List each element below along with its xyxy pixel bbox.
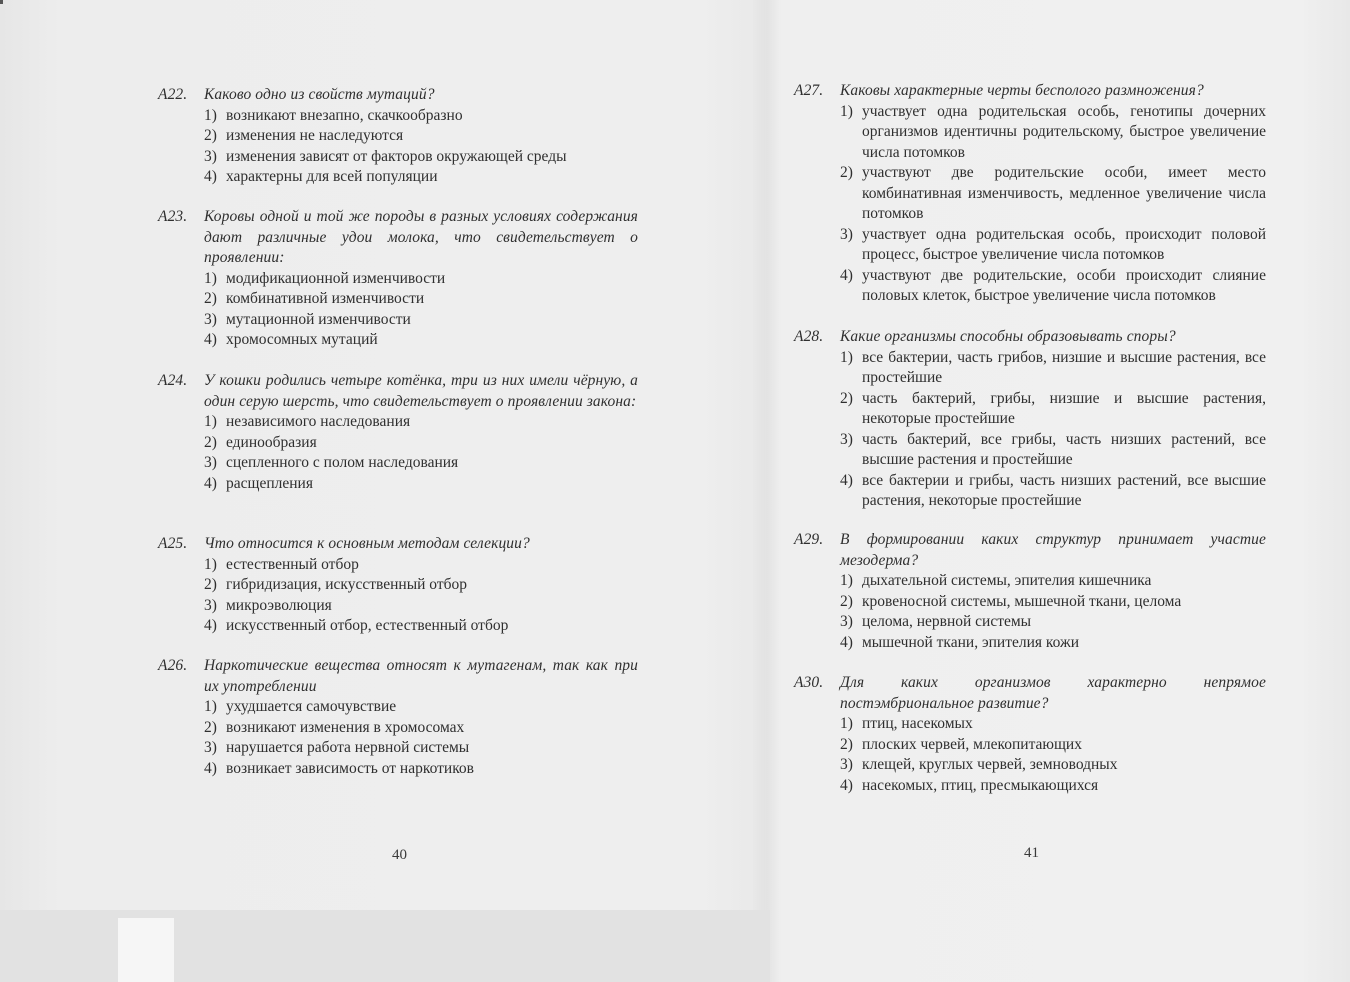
answer-option: 1) модификационной изменчивости: [204, 269, 446, 287]
answer-option: 2) плоских червей, млекопитающих: [840, 735, 1082, 753]
question-number: А23.: [158, 208, 188, 225]
answer-list: [794, 102, 1266, 307]
question-a26: [158, 656, 638, 779]
answer-option: 4) насекомых, птиц, пресмыкающихся: [840, 776, 1099, 794]
answer-option: 3) изменения зависят от факторов окружающей среды: [204, 147, 567, 165]
question-a29: [794, 530, 1266, 653]
page-number: 41: [1024, 845, 1039, 861]
answer-option: 1) участвует одна родительская особь, генотипы дочерних организмов идентичны родительскому, быстрое увеличение числа потомков: [840, 102, 1266, 161]
question-a25: [158, 534, 638, 637]
answer-option: 1) ухудшается самочувствие: [204, 698, 397, 715]
answer-option: 4) возникает зависимость от наркотиков: [204, 759, 474, 777]
question-text: Для каких организмов характерно непрямое постэмбриональное развитие?: [840, 674, 1266, 712]
answer-option: 2) участвуют две родительские особи, имеет место комбинативная изменчивость, медленное увеличение числа потомков: [840, 164, 1266, 222]
question-a23: [158, 207, 638, 351]
question-text: Наркотические вещества относят к мутагенам, так как при их употреблении: [204, 657, 638, 695]
question-a22: [158, 85, 638, 188]
answer-option: 4) мышечной ткани, эпителия кожи: [840, 633, 1079, 651]
question-a30: [794, 673, 1266, 796]
question-a27: [794, 81, 1266, 307]
scan-mark: [0, 0, 3, 4]
answer-option: 1) возникают внезапно, скачкообразно: [204, 106, 463, 124]
answer-option: 2) часть бактерий, грибы, низшие и высшие растения, некоторые простейшие: [840, 389, 1266, 427]
answer-option: 2) гибридизация, искусственный отбор: [204, 576, 467, 593]
answer-option: 3) часть бактерий, все грибы, часть низших растений, все высшие растения и простейшие: [840, 430, 1266, 468]
answer-option: 3) нарушается работа нервной системы: [204, 739, 470, 756]
answer-option: 3) сцепленного с полом наследования: [204, 454, 459, 471]
answer-option: 1) дыхательной системы, эпителия кишечника: [840, 572, 1152, 589]
question-text: В формировании каких структур принимает участие мезодерма?: [840, 531, 1266, 569]
question-number: А27.: [794, 82, 824, 99]
answer-option: 3) клещей, круглых червей, земноводных: [840, 756, 1118, 773]
page-number: 40: [392, 847, 407, 863]
question-text: Каково одно из свойств мутаций?: [204, 86, 435, 103]
answer-option: 2) кровеносной системы, мышечной ткани, целома: [840, 592, 1182, 610]
answer-option: 1) естественный отбор: [204, 555, 359, 573]
answer-option: 2) комбинативной изменчивости: [204, 290, 425, 307]
answer-option: 2) единообразия: [204, 433, 317, 451]
answer-option: 4) характерны для всей популяции: [204, 168, 438, 185]
answer-option: 1) все бактерии, часть грибов, низшие и высшие растения, все простейшие: [840, 348, 1266, 386]
page-bottom-shadow: [0, 910, 770, 982]
question-number: А29.: [794, 531, 824, 548]
question-number: А22.: [158, 86, 188, 103]
answer-option: 3) мутационной изменчивости: [204, 310, 411, 328]
question-number: А25.: [158, 535, 188, 552]
question-text: Каковы характерные черты бесполого размножения?: [840, 82, 1204, 99]
question-number: А30.: [794, 674, 824, 691]
answer-list: [158, 555, 638, 637]
answer-list: [794, 714, 1266, 796]
answer-option: 4) искусственный отбор, естественный отбор: [204, 617, 509, 634]
answer-list: [158, 106, 638, 188]
answer-list: [794, 571, 1266, 653]
answer-option: 4) хромосомных мутаций: [204, 331, 378, 348]
question-a24: [158, 371, 638, 494]
question-text: Что относится к основным методам селекции?: [204, 535, 530, 552]
question-text: Какие организмы способны образовывать споры?: [840, 328, 1176, 345]
answer-list: [158, 412, 638, 494]
question-text: У кошки родились четыре котёнка, три из них имели чёрную, а один серую шерсть, что свидетельствует о проявлении закона:: [204, 372, 638, 410]
answer-option: 3) участвует одна родительская особь, происходит половой процесс, быстрое увеличение числа потомков: [840, 225, 1266, 263]
answer-option: 2) возникают изменения в хромосомах: [204, 718, 465, 736]
answer-list: [158, 269, 638, 351]
answer-list: [158, 697, 638, 779]
answer-option: 1) птиц, насекомых: [840, 715, 973, 732]
answer-option: 4) все бактерии и грибы, часть низших растений, все высшие растения, некоторые простейшие: [840, 471, 1266, 509]
answer-option: 4) участвуют две родительские, особи происходит слияние половых клеток, быстрое увеличение числа потомков: [840, 266, 1266, 304]
question-number: А28.: [794, 328, 824, 345]
question-number: А26.: [158, 657, 188, 674]
page-corner: [118, 918, 174, 982]
question-number: А24.: [158, 372, 188, 389]
question-text: Коровы одной и той же породы в разных условиях содержания дают различные удои молока, что свидетельствует о проявлении:: [204, 208, 638, 266]
answer-option: 2) изменения не наследуются: [204, 127, 404, 144]
answer-option: 3) целома, нервной системы: [840, 613, 1032, 630]
question-a28: [794, 327, 1266, 512]
answer-option: 1) независимого наследования: [204, 413, 411, 430]
answer-list: [794, 348, 1266, 512]
book-fold: [752, 0, 782, 982]
answer-option: 3) микроэволюция: [204, 596, 332, 614]
answer-option: 4) расщепления: [204, 474, 313, 492]
